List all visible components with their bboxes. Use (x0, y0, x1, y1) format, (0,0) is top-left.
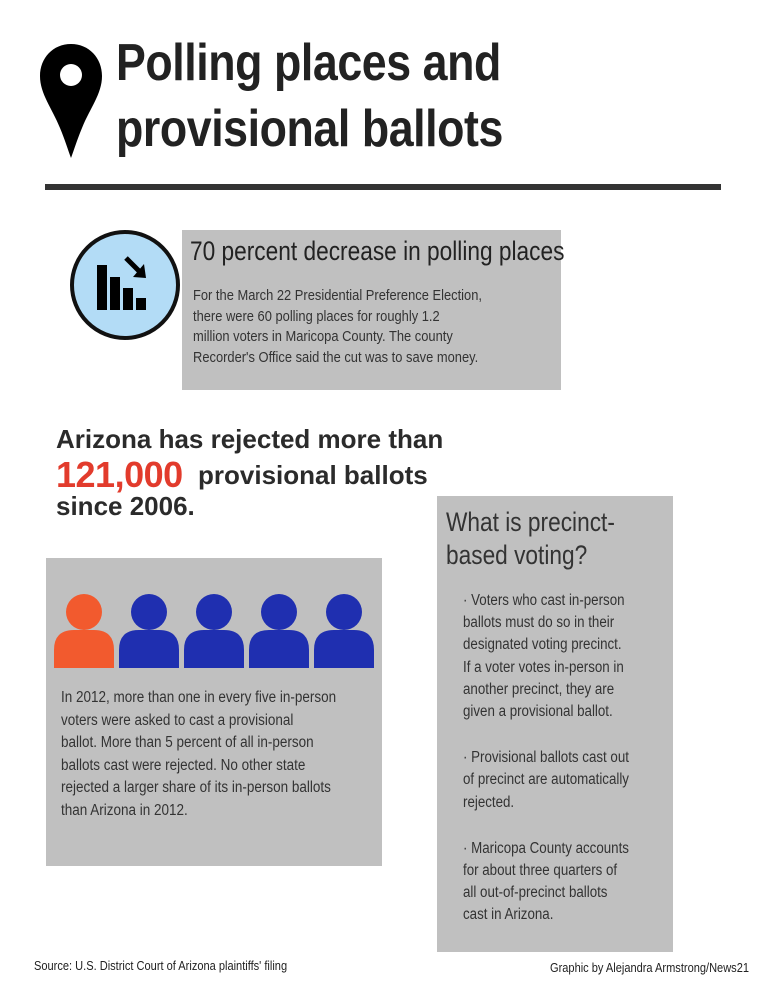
provisional-text-line: ballot. More than 5 percent of all in-person (61, 734, 314, 751)
precinct-voting-list (463, 590, 650, 951)
precinct-point-line: all out-of-precinct ballots (463, 884, 608, 902)
precinct-point (463, 590, 650, 723)
precinct-point-line: If a voter votes in-person in (463, 658, 624, 676)
precinct-point-line: ballots must do so in their (463, 614, 615, 632)
polling-places-heading: 70 percent decrease in polling places (190, 236, 565, 266)
provisional-text-line: ballots cast were rejected. No other state (61, 756, 306, 774)
stat-number: 121,000 (56, 454, 183, 495)
precinct-point-line: another precinct, they are (463, 680, 615, 698)
precinct-point-line: · Voters who cast in-person (463, 592, 625, 609)
source-note: Source: U.S. District Court of Arizona plaintiffs' filing (34, 958, 288, 973)
polling-text-line: Recorder's Office said the cut was to save money. (193, 348, 479, 366)
precinct-heading-line: What is precinct- (446, 507, 615, 537)
voter-icon (184, 594, 244, 668)
precinct-point (463, 838, 650, 927)
voter-icon (249, 594, 309, 668)
polling-text-line: there were 60 polling places for roughly 1.2 (193, 307, 440, 325)
voter-icon-highlighted (54, 594, 114, 668)
provisional-ballots-text (61, 687, 374, 822)
decrease-chart-badge (70, 230, 180, 340)
bar-decrease-icon (74, 234, 176, 336)
provisional-text-line: rejected a larger share of its in-person ballots (61, 779, 331, 796)
polling-text-line: million voters in Maricopa County. The county (193, 328, 453, 345)
voter-icon (314, 594, 374, 668)
precinct-point-line: cast in Arizona. (463, 906, 554, 924)
title-line-1: Polling places and (116, 34, 501, 92)
precinct-point (463, 747, 650, 814)
voter-icon (119, 594, 179, 668)
stat-line-2: provisional ballots (198, 460, 428, 490)
graphic-credit: Graphic by Alejandra Armstrong/News21 (550, 960, 750, 975)
polling-places-text (193, 286, 546, 368)
precinct-point-line: · Provisional ballots cast out (463, 749, 629, 767)
stat-line-3: since 2006. (56, 491, 195, 521)
precinct-point-line: · Maricopa County accounts (463, 839, 629, 857)
precinct-voting-heading (446, 506, 656, 572)
provisional-text-line: than Arizona in 2012. (61, 801, 188, 819)
stat-line-1: Arizona has rejected more than (56, 424, 444, 454)
precinct-point-line: for about three quarters of (463, 862, 618, 880)
page-title (116, 30, 649, 162)
title-divider (45, 184, 721, 190)
precinct-heading-line: based voting? (446, 540, 588, 570)
provisional-text-line: voters were asked to cast a provisional (61, 711, 294, 729)
provisional-text-line: In 2012, more than one in every five in-person (61, 689, 337, 706)
voter-icons-row (50, 590, 380, 670)
precinct-point-line: rejected. (463, 793, 515, 811)
location-pin-icon (38, 42, 104, 160)
precinct-point-line: given a provisional ballot. (463, 703, 613, 721)
precinct-point-line: of precinct are automatically (463, 771, 629, 789)
title-line-2: provisional ballots (116, 100, 503, 158)
polling-text-line: For the March 22 Presidential Preference Election, (193, 287, 482, 304)
precinct-point-line: designated voting precinct. (463, 636, 622, 654)
